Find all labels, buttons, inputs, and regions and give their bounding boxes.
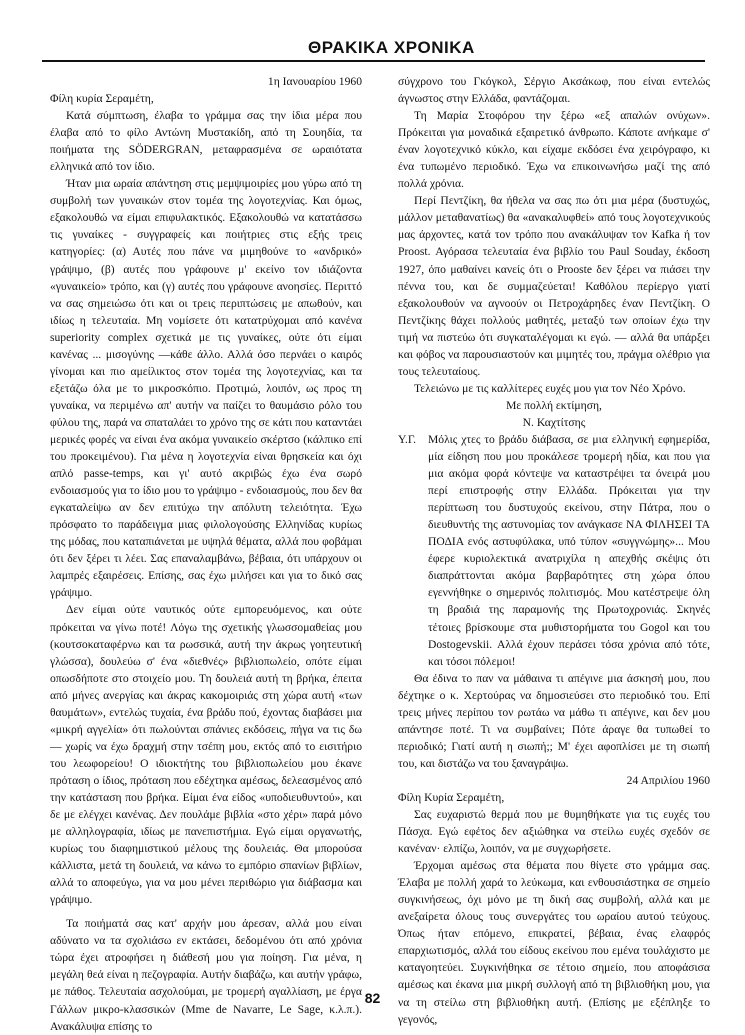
letter-paragraph: Θα έδινα το παν να μάθαινα τι απέγινε μια άσκησή μου, που δέχτηκε ο κ. Χερτούρας να δημοσιεύσει στο περιοδικό του. Επί τρεις μήνες περίπου τον ρωτάω να μάθω τι απέγινε, και δεν μου απάντησε ποτέ. Τι να συμβαίνει; Πότε άραγε θα τυπωθεί το περιοδικό; Γιατί αυτή η σιωπή;; Μ' έχει αφοπλίσει με τη σιωπή του, και διστάζω να του ξαναγράψω.	[398, 671, 710, 770]
postscript	[398, 431, 710, 670]
postscript-text: Μόλις χτες το βράδυ διάβασα, σε μια ελληνική εφημερίδα, μία είδηση που μου προκάλεσε τρομερή ηδία, και που για μια ακόμα φορά κόντεψε να καταστρέψει τα όνειρά μου περί επιστροφής στην Ελλάδα. Πρόκειται για την περίπτωση του δυστυχούς εκείνου, στην Πάτρα, που ο διευθυντής της αστυνομίας τον ανάγκασε ΝΑ ΦΙΛΗΣΕΙ ΤΑ ΠΟΔΙΑ ενός αστυφύλακα, υπό τύπον «συγγνώμης»... Μου έφερε κυριολεκτικά ανατριχίλα η απεχθής σκέψις ότι διαπράττονται ακόμα βαρβαρότητες στη χώρα όπου εγεννήθηκε ο σημερινός πολιτισμός. Μου κατέστρεψε όλη τη βραδιά της παραμονής της Πρωτοχρονιάς. Σκηνές τέτοιες βρίσκουμε στα μυθιστορήματα του Gogol και του Dostogevskii. Αλλά έχουν περάσει τόσα χρόνια από τότε, και τόσοι πόλεμοι!	[428, 432, 710, 668]
paragraph-gap	[50, 908, 362, 915]
letter-paragraph: Τη Μαρία Στοφόρου την ξέρω «εξ απαλών ονύχων». Πρόκειται για μοναδικά εξαιρετικό άνθρωπο. Κάποτε ανήκαμε σ' έναν λογοτεχνικό κύκλο, και είχαμε εκδόσει ένα χειρόγραφο, κι ένα τυπωμένο περιοδικό. Έχω να επικοινωνήσω μαζί της από πολλά χρόνια.	[398, 109, 710, 191]
left-column	[50, 73, 362, 1035]
page-number: 82	[364, 990, 381, 1006]
letter-paragraph: Δεν είμαι ούτε ναυτικός ούτε εμπορευόμενος, και ούτε πρόκειται να γίνω ποτέ! Λόγω της σχετικής γλωσσομαθείας μου (κουτσοκαταφέρνω και τα ρωσσικά, αυτή την άκρως γοητευτική γλώσσα), δουλεύω σ' ένα «διεθνές» βιβλιοπωλείο, οπότε είμαι οπωσδήποτε στο στοιχείο μου. Τη δουλειά αυτή τη βρήκα, έπειτα από μήνες ανεργίας και άκρας κακομοιριάς στη χώρα αυτή «των θαυμάτων», εντελώς τυχαία, ένα βράδυ πού, έχοντας διαβάσει μια «μικρή αγγελία» ότι πωλούνται σπάνιες εκδόσεις, πήγα να τις δω — χωρίς να έχω δραχμή στην τσέπη μου, εκτός από το εισιτήριο του λεωφορείου! Ο ιδιοκτήτης του βιβλιοπωλείου μου έκανε πρόταση ο ίδιος, πρόταση που εδέχτηκα αμέσως, δελεασμένος από την κατάσταση που βρήκα. Είμαι ένα είδος «υποδιευθυντού», και δε με ελέγχει κανένας. Δεν πουλάμε βιβλία «στο χέρι» παρά μόνο με αλληλογραφία, ιδίως με πανεπιστήμια. Εγώ είμαι οργανωτής, κυρίως του διαφημιστικού μέλους της δουλειάς. Θα μπορούσα κάλλιστα, μετά τη δουλειά, να κάνω το εμπόριο σπανίων βιβλίων, αλλά το αποφεύγω, για να μου μένει περιθώριο για διάβασμα και γράψιμο.	[50, 603, 362, 907]
letter-paragraph: Έρχομαι αμέσως στα θέματα που θίγετε στο γράμμα σας. Έλαβα με πολλή χαρά το λεύκωμα, και ενθουσιάστηκα σε σημείο συγκινήσεως, όχι μόνο με τη δική σας συμβολή, αλλά και με ανεξαίρετα όλους τους συνεργάτες του ωραίου αυτού τεύχους. Όπως ήταν επόμενο, επικρατεί, βέβαια, ένας ελαφρός επαρχιωτισμός, αλλά του είδους εκείνου που εμένα τουλάχιστο με καταγοητεύει. Συγκινήθηκα σε τέτοιο σημείο, που αποφάσισα αμέσως και έκανα μια μικρή συλλογή από τη βιβλιοθήκη μου, για να τη στείλω στη βιβλιοθήκη αυτή. (Επίσης με εξέπληξε το γεγονός,	[398, 859, 710, 1026]
letter-date: 1η Ιανουαρίου 1960	[267, 75, 362, 88]
letter-paragraph: Τελειώνω με τις καλλίτερες ευχές μου για τον Νέο Χρόνο.	[414, 381, 686, 395]
postscript-label: Υ.Γ.	[398, 432, 417, 446]
letter-paragraph: Περί Πεντζίκη, θα ήθελα να σας πω ότι μια μέρα (δυστυχώς, μάλλον μεταθανατίως) θα «ανακαλυφθεί» από τους λογοτεχνικούς μας άρχοντες, κατά τον τρόπο που ανακάλυψαν τον Kafka ή τον Proost. Αγόρασα τελευταία ένα βιβλίο του Paul Souday, έκδοση 1927, όπο μαθαίνει κανείς ότι ο Prooste δεν ξέρει να πιάσει την πέννα του, και δε συμμαζεύεται! Καθόλου περίεργο γιατί εξακολουθούν να αγνοούν οι Πετροχάρηδες έναν Πεντζίκη. Ο Πεντζίκης θάχει πολλούς μαθητές, μεταξύ των οποίων έχω την τιμή να πιστεύω ότι συγκαταλέγομαι κι εγώ. — αλλά θα υπάρξει και φόβος να παρουσιαστούν και μιμητές του, πράγμα ολέθριο για τους τελευταίους.	[398, 194, 710, 378]
letter-paragraph: σύγχρονο του Γκόγκολ, Σέργιο Ακσάκωφ, που είναι εντελώς άγνωστος στην Ελλάδα, φαντάζομαι.	[398, 75, 710, 106]
letter-signature: Ν. Καχτίτσης	[522, 415, 586, 429]
letter-paragraph: Τα ποιήματά σας κατ' αρχήν μου άρεσαν, αλλά μου είναι αδύνατο να τα σχολιάσω εν εκτάσει, δεδομένου ότι από χρόνια τώρα έχει ατροφήσει η διάθεσή μου για ποίηση. Για μένα, η μεγάλη θεά είναι η πεζογραφία. Αυτήν διαβάζω, και αυτήν γράφω, με πάθος. Τελευταία ασχολούμαι, με τρομερή αγαλλίαση, με έργα Γάλλων μικρο-κλασσικών (Mme de Navarre, Le Sage, κ.λ.π.). Ανακάλυψα επίσης το	[50, 917, 362, 1033]
header-rule	[42, 60, 705, 62]
letter-paragraph: Ήταν μια ωραία απάντηση στις μεμψιμοιρίες μου γύρω από τη συμβολή των γυναικών στον τομέα της λογοτεχνίας. Και όμως, εξακολουθώ να είμαι επιφυλακτικός. Εξακολουθώ να κατατάσσω τις γυναίκες - συγγραφείς και ποιήτριες στις εξής τρεις κατηγορίες: (α) Αυτές που πάνε να μιμηθούνε το «ανδρικό» γράψιμο, (β) αυτές που γράφουνε μ' εκείνο τον ιδιάζοντα «γυναικείο» τρόπο, και (γ) αυτές που γράφουνε ανοησίες. Περιττό να σας σημειώσω ότι και οι τρεις περιπτώσεις με απωθούν, και ιδίως η τελευταία. Μη νομίσετε ότι κατατρύχομαι από κανένα superiority complex σχετικά με τις γυναίκες, ούτε ότι είμαι κανένας ... μισογύνης —κάθε άλλο. Αλλά όσο περνάει ο καιρός γίνομαι και πιο αμείλικτος στον τομέα της λογοτεχνίας, και τα εξετάζω όλα με το μικροσκόπιο. Προτιμώ, λοιπόν, ως προς τη γυναίκα, να περιμένω απ' αυτήν να παίζει το θαυμάσιο ρόλο του φύλου της, παρά να σπαταλάει το χρόνο της σε κάτι που καταντάει μερικές φορές να είναι ένα ακόμα γυναικείο σκέρτσο (κάλπικο επί του προκειμένου). Για μένα η λογοτεχνία είναι θρησκεία και όχι απλό passe-temps, και γι' αυτό ακριβώς έχω ένα σωρό ενδοιασμούς για το ίδιο μου το γράψιμο - ενδοιασμούς, που δεν θα εγκαταλείψω αν δεν επιτύχω την απόλυτη τελειότητα. Έχω πρόσφατο το παράδειγμα μιας φιλολογούσης Ελληνίδας κυρίως της μόδας, που καταπιάνεται με υψηλά θέματα, αλλά που φοβάμαι ότι δεν ξέρει τι λέει. Σας επαναλαμβάνω, βέβαια, ότι υπάρχουν οι λαμπρές εξαιρέσεις. Επίσης, σας έχω μιλήσει και για το δικό σας γράψιμο.	[50, 177, 362, 600]
letter-closing: Με πολλή εκτίμηση,	[506, 398, 602, 412]
page-header	[0, 34, 745, 66]
letter-salutation: Φίλη κυρία Σεραμέτη,	[50, 92, 154, 106]
journal-title: ΘΡΑΚΙΚΑ ΧΡΟΝΙΚΑ	[308, 38, 475, 57]
right-column	[398, 73, 710, 1028]
letter-date: 24 Απριλίου 1960	[626, 773, 710, 787]
letter-paragraph: Κατά σύμπτωση, έλαβα το γράμμα σας την ίδια μέρα που έλαβα από το φίλο Αντώνη Μυστακίδη, από τη Σουηδία, τα ποιήματα της SÖDERGRAN, μεταφρασμένα σε ωραιότατα ελληνικά από τον ίδιο.	[50, 109, 362, 174]
letter-salutation: Φίλη Κυρία Σεραμέτη,	[398, 790, 505, 804]
letter-paragraph: Σας ευχαριστώ θερμά που με θυμηθήκατε για τις ευχές του Πάσχα. Εγώ εφέτος δεν αξιώθηκα να στείλω ευχές σχεδόν σε κανέναν· ελπίζω, λοιπόν, να με συγχωρήσετε.	[398, 808, 710, 856]
